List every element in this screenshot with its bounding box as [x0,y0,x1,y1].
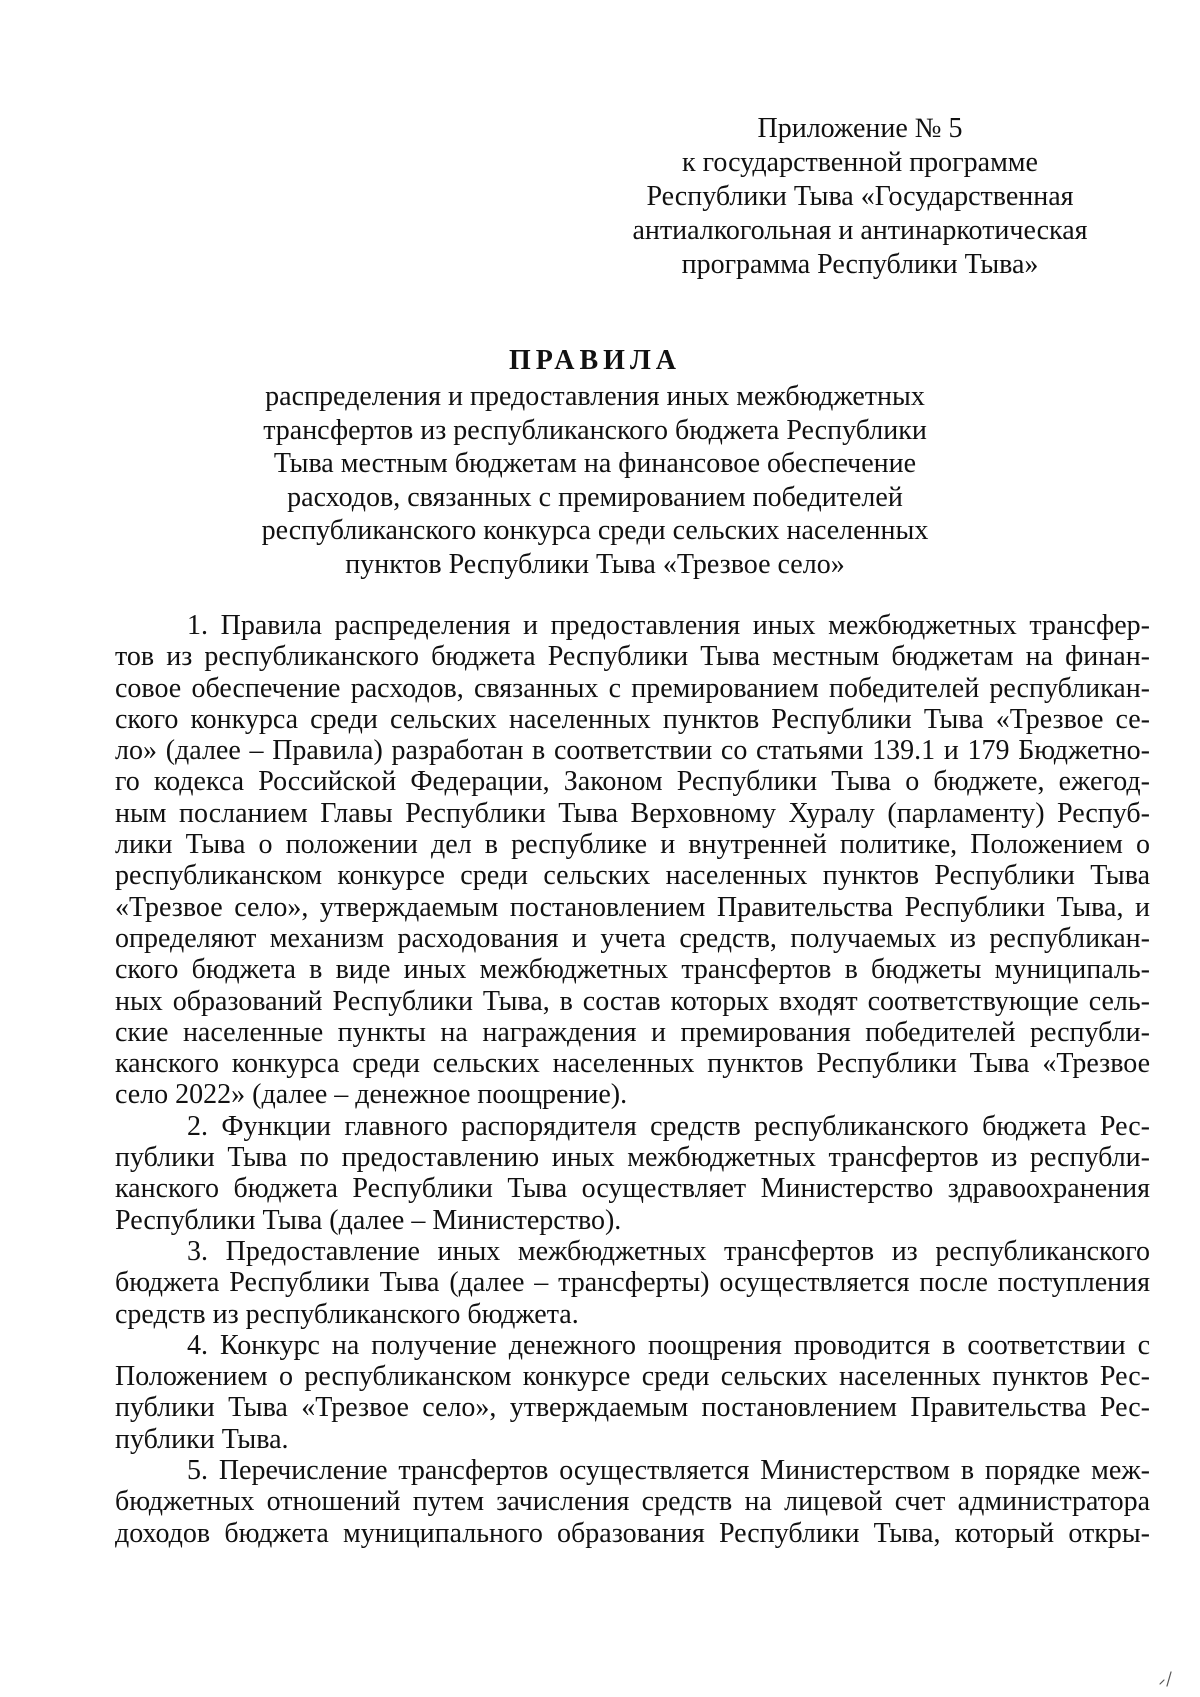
paragraph-1-line: канского конкурса среди сельских населенных пунктов Республики Тыва «Трезвое [115,1048,1150,1080]
paragraph-3-line: средств из республиканского бюджета. [115,1298,579,1330]
paragraph-1-line: лики Тыва о положении дел в республике и внутренней политике, Положением о [115,829,1150,861]
subtitle-line: распределения и предоставления иных межбюджетных [265,381,925,412]
paragraph-1-line: совое обеспечение расходов, связанных с премированием победителей республикан- [115,672,1150,704]
paragraph-3-line: 3. Предоставление иных межбюджетных трансфертов из республиканского [187,1235,1150,1267]
paragraph-1-line: тов из республиканского бюджета Республики Тыва местным бюджетам на финан- [115,641,1150,673]
paragraph-1-line: «Трезвое село», утверждаемым постановлением Правительства Республики Тыва, и [115,891,1150,923]
paragraph-1-line: село 2022» (далее – денежное поощрение). [115,1079,628,1111]
paragraph-1-line: ского бюджета в виде иных межбюджетных трансфертов в бюджеты муниципаль- [115,954,1150,986]
paragraph-4-line: Положением о республиканском конкурсе среди сельских населенных пунктов Рес- [115,1361,1150,1393]
paragraph-1-line: ным посланием Главы Республики Тыва Верховному Хуралу (парламенту) Респуб- [115,797,1150,829]
paragraph-3-line: бюджета Республики Тыва (далее – трансферты) осуществляется после поступления [115,1267,1150,1299]
subtitle-line: республиканского конкурса среди сельских населенных [261,515,929,546]
paragraph-1-line: 1. Правила распределения и предоставления иных межбюджетных трансфер- [187,610,1150,641]
appendix-line: антиалкогольная и антинаркотическая [632,215,1088,246]
appendix-header [630,112,1090,282]
paragraph-1-line: ло» (далее – Правила) разработан в соответствии со статьями 139.1 и 179 Бюджетно- [115,735,1150,767]
paragraph-4-line: 4. Конкурс на получение денежного поощрения проводится в соответствии с [187,1329,1150,1361]
paragraph-5-line: бюджетных отношений путем зачисления средств на лицевой счет администратора [115,1486,1150,1518]
paragraph-2-line: Республики Тыва (далее – Министерство). [115,1204,622,1236]
paragraph-2-line: канского бюджета Республики Тыва осуществляет Министерство здравоохранения [115,1173,1150,1205]
paragraph-1-line: го кодекса Российской Федерации, Законом Республики Тыва о бюджете, ежегод- [115,766,1150,798]
paragraph-1-line: ского конкурса среди сельских населенных пунктов Республики Тыва «Трезвое се- [115,703,1150,735]
paragraph-2-line: публики Тыва по предоставлению иных межбюджетных трансфертов из республи- [115,1142,1150,1174]
appendix-line: Республики Тыва «Государственная [646,181,1074,212]
subtitle-line: расходов, связанных с премированием победителей [287,481,903,513]
paragraph-1-line: республиканском конкурсе среди сельских населенных пунктов Республики Тыва [115,860,1150,892]
paragraph-1-line: ские населенные пункты на награждения и премирования победителей республи- [115,1016,1150,1048]
subtitle-line: трансфертов из республиканского бюджета Республики [263,414,927,446]
paragraph-4-line: публики Тыва «Трезвое село», утверждаемым постановлением Правительства Рес- [115,1392,1150,1424]
title-block [250,344,940,581]
paragraph-5-line: доходов бюджета муниципального образования Республики Тыва, который откры- [115,1517,1150,1549]
appendix-line: Приложение № 5 [757,113,963,144]
appendix-line: программа Республики Тыва» [681,249,1039,280]
paragraph-1-line: ных образований Республики Тыва, в состав которых входят соответствующие сель- [115,985,1150,1017]
body-text [115,610,1150,1549]
pen-mark-icon [1158,1668,1174,1688]
appendix-line: к государственной программе [682,147,1038,178]
subtitle-line: пунктов Республики Тыва «Трезвое село» [345,548,845,580]
paragraph-4-line: публики Тыва. [115,1423,289,1455]
paragraph-2-line: 2. Функции главного распорядителя средств республиканского бюджета Рес- [187,1110,1150,1142]
paragraph-1-line: определяют механизм расходования и учета средств, получаемых из республикан- [115,922,1150,954]
subtitle-line: Тыва местным бюджетам на финансовое обеспечение [273,448,917,479]
document-title: ПРАВИЛА [508,345,682,376]
paragraph-5-line: 5. Перечисление трансфертов осуществляется Министерством в порядке меж- [187,1455,1150,1487]
